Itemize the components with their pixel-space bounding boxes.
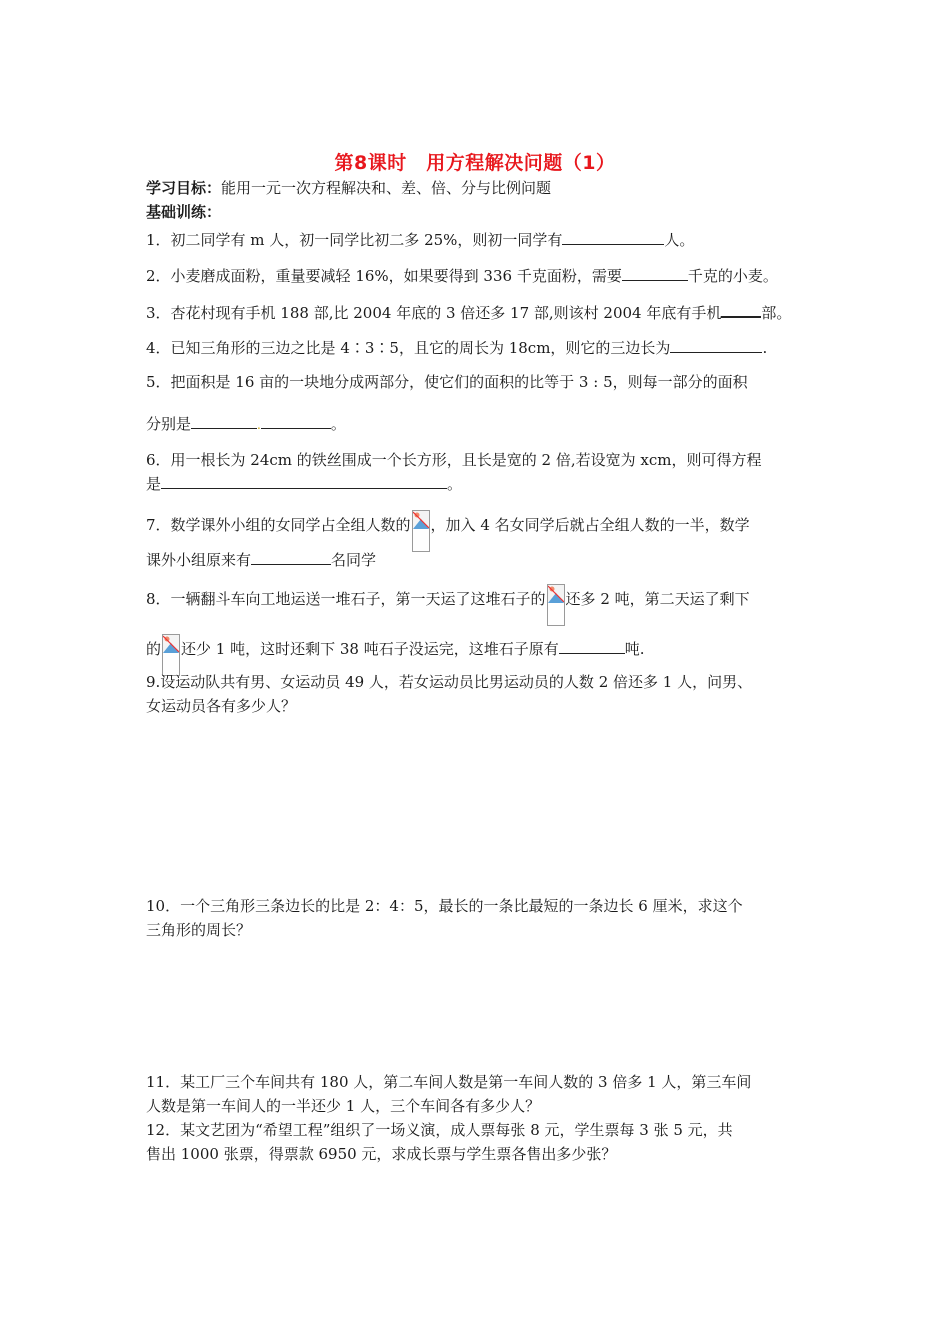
fraction-image-placeholder [547,584,565,626]
q3-text: 3．杏花村现有手机 188 部,比 2004 年底的 3 倍还多 17 部,则该村 2004 年底有手机 [146,304,722,322]
question-5-line2 [146,412,346,435]
q5-answer-blank-2 [261,412,331,429]
question-7-line2 [146,548,376,570]
q4-answer-blank [670,336,762,353]
q5-dot-mark: . [257,418,261,432]
page-title: 第8课时 用方程解决问题（1） [334,152,616,174]
q3-answer-blank [721,300,761,318]
q8-text-e: 吨. [624,640,645,658]
question-7-line1 [146,510,750,552]
q1-text: 1．初二同学有 m 人，初一同学比初二多 25%，则初一同学有 [146,231,563,249]
q4-text: 4．已知三角形的三边之比是 4∶3∶5，且它的周长为 18cm，则它的三边长为 [146,339,671,357]
fraction-image-placeholder [162,634,180,676]
q6-answer-blank [161,472,447,489]
q7-text-b: ，加入 4 名女同学后就占全组人数的一半，数学 [430,516,750,534]
question-1 [146,228,694,250]
q8-text-a: 8．一辆翻斗车向工地运送一堆石子，第一天运了这堆石子的 [146,590,546,608]
question-6-line1: 6．用一根长为 24cm 的铁丝围成一个长方形，且长是宽的 2 倍,若设宽为 xcm，则可得方程 [146,451,762,469]
q8-text-d: 还少 1 吨，这时还剩下 38 吨石子没运完，这堆石子原有 [181,640,559,658]
question-8-line2 [146,634,645,676]
q8-text-c: 的 [146,640,162,658]
q1-unit: 人。 [664,231,695,249]
question-9-line2: 女运动员各有多少人？ [146,697,297,715]
question-11-line2: 人数是第一车间人的一半还少 1 人，三个车间各有多少人？ [146,1097,541,1115]
q3-unit: 部。 [761,304,792,322]
question-5-line1: 5．把面积是 16 亩的一块地分成两部分，使它们的面积的比等于 3 : 5，则每一部分的面积 [146,373,748,391]
fraction-image-placeholder [412,510,430,552]
q7-answer-blank [251,548,331,565]
question-6-line2 [146,472,462,494]
question-12-line1: 12．某文艺团为“希望工程”组织了一场义演，成人票每张 8 元，学生票每 3 张 5 元，共 [146,1121,733,1139]
q8-answer-blank [559,637,625,654]
question-10-line2: 三角形的周长？ [146,921,252,939]
section-heading: 基础训练： [146,203,222,221]
q2-answer-blank [622,264,688,281]
q6-label: 是 [146,475,162,493]
q2-text: 2．小麦磨成面粉，重量要减轻 16%，如果要得到 336 千克面粉，需要 [146,267,622,285]
question-3 [146,300,791,323]
learning-objective [146,178,551,198]
q2-unit: 千克的小麦。 [687,267,778,285]
question-12-line2: 售出 1000 张票，得票款 6950 元，求成长票与学生票各售出多少张？ [146,1145,617,1163]
question-8-line1 [146,584,750,626]
question-2 [146,264,778,286]
q1-answer-blank [562,228,664,245]
question-4 [146,336,767,358]
q5-end: 。 [330,415,346,433]
q5-answer-blank-1 [191,412,257,429]
objective-label: 学习目标： [146,179,222,197]
question-10-line1: 10．一个三角形三条边长的比是 2：4：5，最长的一条比最短的一条边长 6 厘米，求这个 [146,897,743,915]
objective-text: 能用一元一次方程解决和、差、倍、分与比例问题 [221,179,552,197]
q4-end: . [762,339,768,357]
q8-text-b: 还多 2 吨，第二天运了剩下 [565,590,750,608]
q7-text-d: 名同学 [331,551,377,569]
q6-end: 。 [447,475,463,493]
question-11-line1: 11．某工厂三个车间共有 180 人，第二车间人数是第一车间人数的 3 倍多 1 人，第三车间 [146,1073,752,1091]
q5-label: 分别是 [146,415,192,433]
q7-text-c: 课外小组原来有 [146,551,252,569]
q7-text-a: 7．数学课外小组的女同学占全组人数的 [146,516,411,534]
question-9-line1: 9.设运动队共有男、女运动员 49 人，若女运动员比男运动员的人数 2 倍还多 1 人，问男、 [146,673,753,691]
